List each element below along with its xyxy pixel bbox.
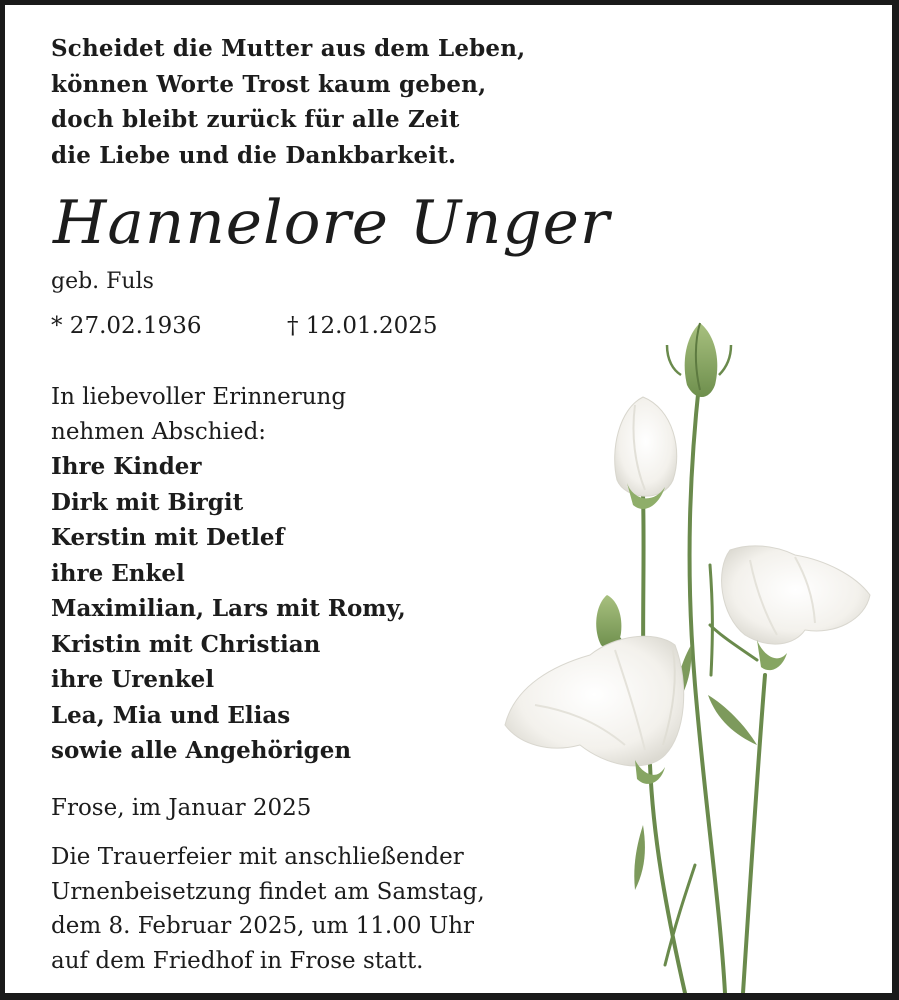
mourner-line: sowie alle Angehörigen	[51, 737, 352, 764]
service-line: Urnenbeisetzung findet am Samstag,	[51, 878, 485, 905]
flower-bud-white	[615, 397, 677, 509]
birth-date: * 27.02.1936	[51, 313, 202, 339]
service-line: Die Trauerfeier mit anschließender	[51, 844, 464, 870]
mourner-line: Kristin mit Christian	[51, 630, 321, 658]
memorial-poem	[51, 31, 525, 173]
deceased-name: Hannelore Unger	[53, 188, 611, 258]
life-dates	[51, 310, 438, 342]
lisianthus-flowers-image	[495, 305, 892, 993]
mourner-line: Maximilian, Lars mit Romy,	[51, 595, 406, 622]
mourner-line: ihre Urenkel	[51, 666, 215, 693]
poem-line: Scheidet die Mutter aus dem Leben,	[51, 35, 526, 62]
death-date: † 12.01.2025	[287, 313, 438, 339]
mourner-line: ihre Enkel	[51, 559, 185, 587]
obituary-card	[5, 5, 892, 993]
mourner-line: Kerstin mit Detlef	[51, 524, 285, 551]
flower-bud-top	[667, 323, 731, 397]
service-line: dem 8. Februar 2025, um 11.00 Uhr	[51, 913, 475, 939]
place-and-date: Frose, im Januar 2025	[51, 795, 312, 821]
flower-open-left	[505, 636, 684, 784]
intro-line: In liebevoller Erinnerung	[51, 384, 347, 410]
funeral-service-info	[51, 840, 485, 978]
poem-line: können Worte Trost kaum geben,	[51, 70, 487, 98]
intro-line: nehmen Abschied:	[51, 418, 267, 445]
poem-line: die Liebe und die Dankbarkeit.	[51, 141, 457, 169]
mourner-line: Ihre Kinder	[51, 453, 202, 480]
service-line: auf dem Friedhof in Frose statt.	[51, 947, 424, 974]
farewell-intro	[51, 380, 346, 449]
poem-line: doch bleibt zurück für alle Zeit	[51, 106, 460, 133]
mourner-line: Dirk mit Birgit	[51, 488, 244, 516]
mourner-line: Lea, Mia und Elias	[51, 701, 291, 729]
maiden-name: geb. Fuls	[51, 269, 154, 294]
mourners-list	[51, 449, 406, 769]
